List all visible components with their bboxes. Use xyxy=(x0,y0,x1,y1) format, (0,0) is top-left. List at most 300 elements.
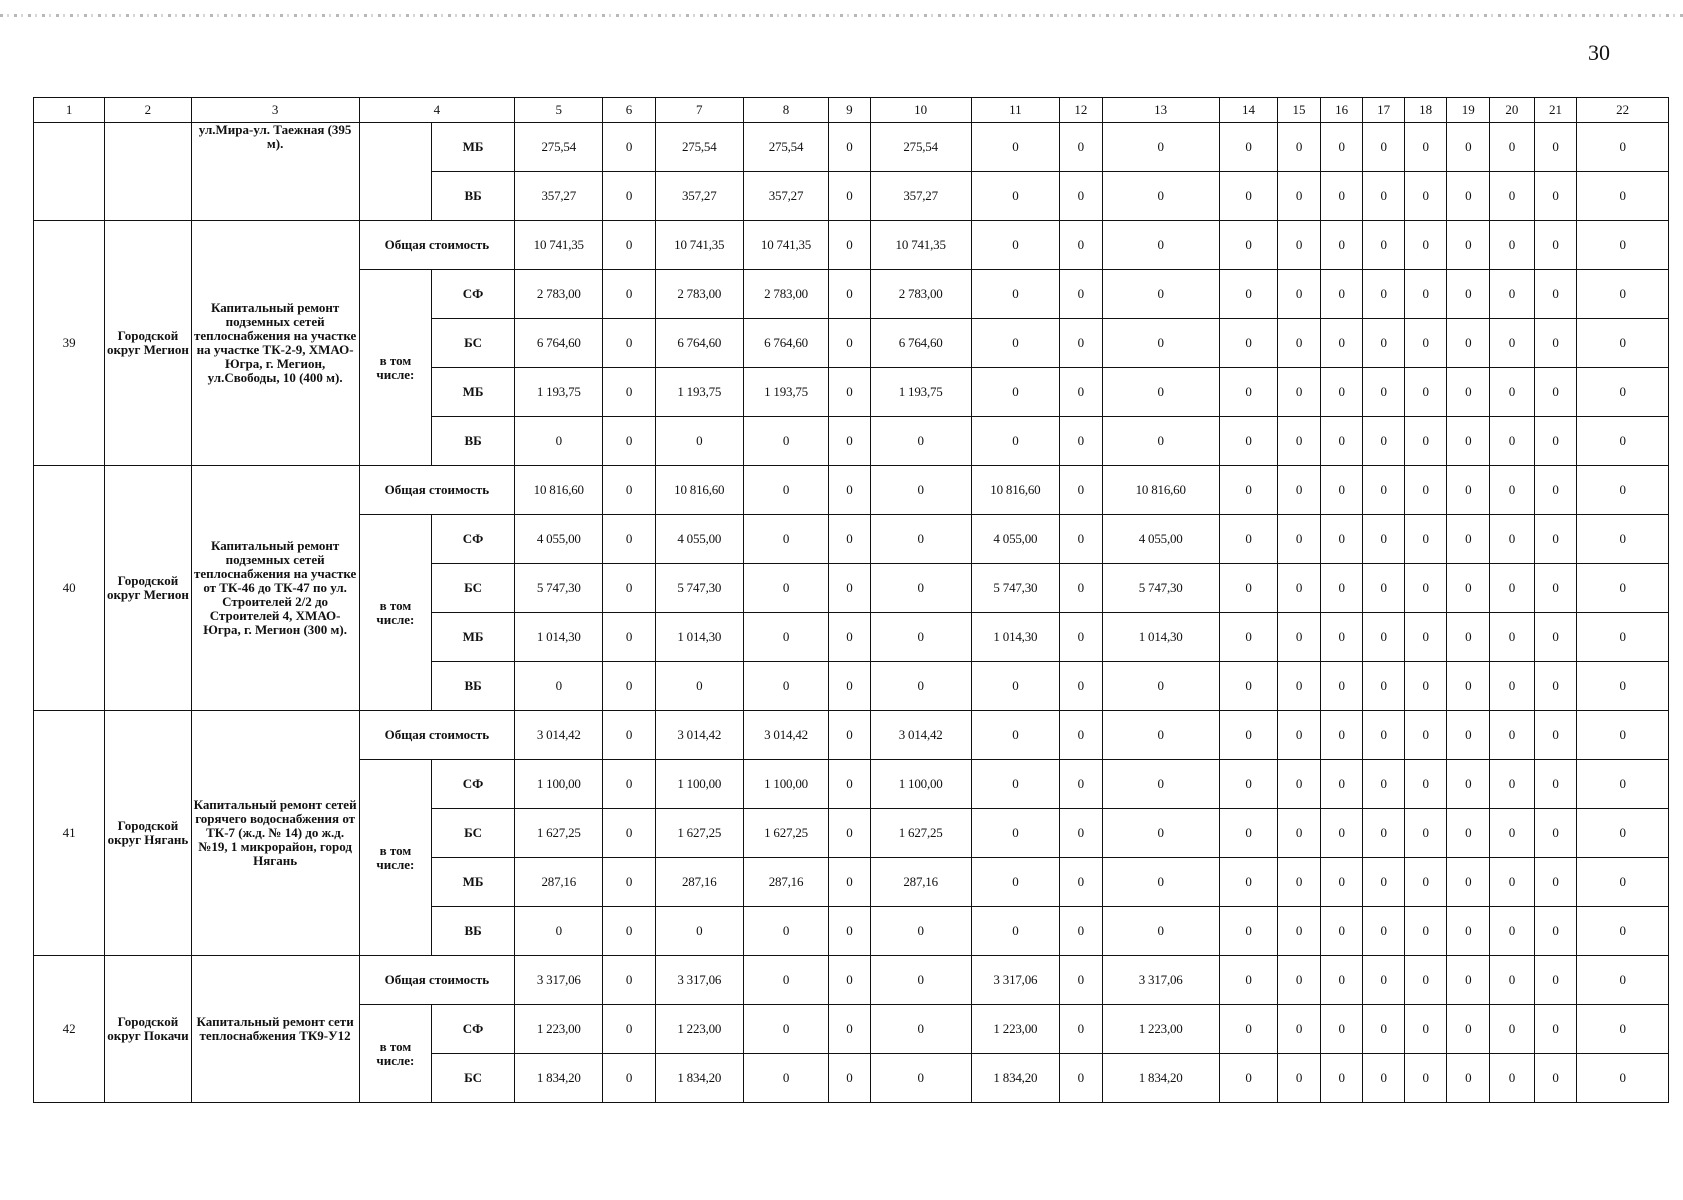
value-cell: 0 xyxy=(603,368,655,417)
value-cell: 287,16 xyxy=(655,858,743,907)
value-cell: 0 xyxy=(870,515,971,564)
value-cell: 3 317,06 xyxy=(515,956,603,1005)
value-cell: 0 xyxy=(1534,1054,1577,1103)
value-cell: 0 xyxy=(1278,907,1321,956)
value-cell: 0 xyxy=(971,858,1059,907)
value-cell: 0 xyxy=(1102,368,1219,417)
value-cell: 0 xyxy=(1320,319,1363,368)
value-cell: 0 xyxy=(1219,564,1278,613)
value-cell: 0 xyxy=(1534,221,1577,270)
column-header: 12 xyxy=(1060,98,1103,123)
value-cell: 0 xyxy=(1577,417,1669,466)
value-cell: 0 xyxy=(1490,172,1535,221)
total-cost-label: Общая стоимость xyxy=(359,221,514,270)
column-header: 21 xyxy=(1534,98,1577,123)
value-cell: 0 xyxy=(1060,1005,1103,1054)
value-cell: 0 xyxy=(1534,956,1577,1005)
table-row xyxy=(34,956,1669,1005)
value-cell: 0 xyxy=(1363,1005,1405,1054)
value-cell: 357,27 xyxy=(655,172,743,221)
value-cell: 0 xyxy=(1577,368,1669,417)
value-cell: 0 xyxy=(829,809,871,858)
value-cell: 0 xyxy=(1060,613,1103,662)
total-cost-label: Общая стоимость xyxy=(359,956,514,1005)
value-cell: 3 014,42 xyxy=(515,711,603,760)
value-cell: 0 xyxy=(1447,368,1490,417)
total-cost-label: Общая стоимость xyxy=(359,466,514,515)
value-cell: 0 xyxy=(743,613,828,662)
value-cell: 0 xyxy=(1404,221,1447,270)
value-cell: 0 xyxy=(1404,711,1447,760)
value-cell: 0 xyxy=(1102,662,1219,711)
value-cell: 0 xyxy=(1577,662,1669,711)
column-header: 6 xyxy=(603,98,655,123)
value-cell: 0 xyxy=(1219,711,1278,760)
value-cell: 0 xyxy=(1577,466,1669,515)
value-cell: 0 xyxy=(1447,319,1490,368)
value-cell: 0 xyxy=(603,270,655,319)
value-cell: 0 xyxy=(603,613,655,662)
value-cell: 0 xyxy=(1534,809,1577,858)
source-cell: БС xyxy=(432,319,515,368)
value-cell: 0 xyxy=(829,270,871,319)
value-cell: 0 xyxy=(1102,809,1219,858)
value-cell: 0 xyxy=(1577,956,1669,1005)
value-cell: 1 014,30 xyxy=(1102,613,1219,662)
value-cell: 10 741,35 xyxy=(515,221,603,270)
value-cell: 0 xyxy=(870,1054,971,1103)
value-cell: 0 xyxy=(1363,760,1405,809)
value-cell: 1 223,00 xyxy=(655,1005,743,1054)
value-cell: 10 816,60 xyxy=(515,466,603,515)
value-cell: 0 xyxy=(603,956,655,1005)
value-cell: 10 816,60 xyxy=(971,466,1059,515)
value-cell: 0 xyxy=(1534,172,1577,221)
value-cell: 0 xyxy=(1320,221,1363,270)
value-cell: 0 xyxy=(1447,564,1490,613)
value-cell: 0 xyxy=(603,221,655,270)
value-cell: 0 xyxy=(1320,662,1363,711)
value-cell: 0 xyxy=(1534,270,1577,319)
value-cell: 1 223,00 xyxy=(1102,1005,1219,1054)
value-cell: 0 xyxy=(1060,809,1103,858)
source-cell: СФ xyxy=(432,1005,515,1054)
value-cell: 0 xyxy=(1278,368,1321,417)
value-cell: 0 xyxy=(1577,1054,1669,1103)
value-cell: 0 xyxy=(1363,564,1405,613)
region-cell: Городской округ Покачи xyxy=(105,956,191,1103)
value-cell: 0 xyxy=(1102,221,1219,270)
value-cell: 0 xyxy=(1102,172,1219,221)
value-cell: 4 055,00 xyxy=(1102,515,1219,564)
value-cell: 0 xyxy=(971,368,1059,417)
value-cell: 1 193,75 xyxy=(870,368,971,417)
value-cell: 1 223,00 xyxy=(515,1005,603,1054)
value-cell: 1 627,25 xyxy=(870,809,971,858)
source-cell: МБ xyxy=(432,368,515,417)
value-cell: 0 xyxy=(1278,809,1321,858)
value-cell: 0 xyxy=(1060,368,1103,417)
value-cell: 0 xyxy=(1404,956,1447,1005)
value-cell: 0 xyxy=(1577,172,1669,221)
value-cell: 0 xyxy=(1060,466,1103,515)
source-cell: СФ xyxy=(432,515,515,564)
value-cell: 0 xyxy=(1363,711,1405,760)
value-cell: 5 747,30 xyxy=(515,564,603,613)
value-cell: 0 xyxy=(1447,417,1490,466)
value-cell: 0 xyxy=(1490,809,1535,858)
value-cell: 0 xyxy=(1447,907,1490,956)
value-cell: 0 xyxy=(603,1005,655,1054)
table-row xyxy=(34,123,1669,172)
column-header: 20 xyxy=(1490,98,1535,123)
value-cell: 0 xyxy=(1060,172,1103,221)
source-cell: МБ xyxy=(432,123,515,172)
budget-table xyxy=(33,97,1669,1103)
value-cell: 6 764,60 xyxy=(655,319,743,368)
value-cell: 0 xyxy=(1490,515,1535,564)
value-cell: 0 xyxy=(870,1005,971,1054)
value-cell: 4 055,00 xyxy=(515,515,603,564)
value-cell: 0 xyxy=(1534,564,1577,613)
value-cell: 0 xyxy=(870,466,971,515)
value-cell: 0 xyxy=(1060,760,1103,809)
value-cell: 0 xyxy=(1320,907,1363,956)
value-cell: 0 xyxy=(1278,515,1321,564)
value-cell: 0 xyxy=(1320,417,1363,466)
value-cell: 3 317,06 xyxy=(655,956,743,1005)
value-cell: 0 xyxy=(1219,368,1278,417)
value-cell: 6 764,60 xyxy=(743,319,828,368)
value-cell: 1 100,00 xyxy=(743,760,828,809)
value-cell: 0 xyxy=(829,613,871,662)
region-cell: Городской округ Нягань xyxy=(105,711,191,956)
value-cell: 0 xyxy=(829,221,871,270)
source-cell: ВБ xyxy=(432,172,515,221)
entry-number-cell xyxy=(34,123,105,221)
value-cell: 0 xyxy=(1363,809,1405,858)
value-cell: 4 055,00 xyxy=(971,515,1059,564)
column-header: 3 xyxy=(191,98,359,123)
value-cell: 0 xyxy=(1447,760,1490,809)
value-cell: 0 xyxy=(603,319,655,368)
value-cell: 0 xyxy=(1534,662,1577,711)
value-cell: 0 xyxy=(1534,858,1577,907)
value-cell: 0 xyxy=(1447,809,1490,858)
value-cell: 1 223,00 xyxy=(971,1005,1059,1054)
table-row xyxy=(34,221,1669,270)
value-cell: 6 764,60 xyxy=(515,319,603,368)
column-header: 9 xyxy=(829,98,871,123)
value-cell: 3 317,06 xyxy=(1102,956,1219,1005)
value-cell: 10 741,35 xyxy=(870,221,971,270)
value-cell: 10 816,60 xyxy=(1102,466,1219,515)
source-cell: МБ xyxy=(432,613,515,662)
value-cell: 0 xyxy=(1060,270,1103,319)
source-cell: БС xyxy=(432,809,515,858)
value-cell: 0 xyxy=(829,760,871,809)
entry-number: 39 xyxy=(34,221,105,466)
including-label: в том числе: xyxy=(359,270,431,466)
column-header: 2 xyxy=(105,98,191,123)
value-cell: 0 xyxy=(1060,711,1103,760)
value-cell: 0 xyxy=(829,1005,871,1054)
value-cell: 0 xyxy=(829,858,871,907)
description-cell: Капитальный ремонт сетей горячего водоснабжения от ТК-7 (ж.д. № 14) до ж.д. №19, 1 микрорайон, город Нягань xyxy=(191,711,359,956)
value-cell: 0 xyxy=(1219,270,1278,319)
value-cell: 0 xyxy=(1404,123,1447,172)
value-cell: 0 xyxy=(1219,1054,1278,1103)
value-cell: 0 xyxy=(1060,564,1103,613)
value-cell: 0 xyxy=(743,417,828,466)
value-cell: 0 xyxy=(829,662,871,711)
value-cell: 0 xyxy=(1490,270,1535,319)
value-cell: 4 055,00 xyxy=(655,515,743,564)
column-header: 4 xyxy=(359,98,514,123)
value-cell: 0 xyxy=(1060,123,1103,172)
value-cell: 0 xyxy=(1404,564,1447,613)
value-cell: 0 xyxy=(1102,319,1219,368)
value-cell: 275,54 xyxy=(870,123,971,172)
value-cell: 357,27 xyxy=(515,172,603,221)
value-cell: 0 xyxy=(1577,515,1669,564)
column-header: 13 xyxy=(1102,98,1219,123)
value-cell: 0 xyxy=(1490,417,1535,466)
value-cell: 0 xyxy=(971,123,1059,172)
value-cell: 2 783,00 xyxy=(743,270,828,319)
total-cost-label: Общая стоимость xyxy=(359,711,514,760)
value-cell: 0 xyxy=(1219,466,1278,515)
value-cell: 0 xyxy=(1490,368,1535,417)
value-cell: 0 xyxy=(1447,123,1490,172)
value-cell: 0 xyxy=(1060,956,1103,1005)
value-cell: 0 xyxy=(603,123,655,172)
value-cell: 357,27 xyxy=(870,172,971,221)
value-cell: 0 xyxy=(1404,417,1447,466)
value-cell: 1 627,25 xyxy=(743,809,828,858)
value-cell: 0 xyxy=(829,1054,871,1103)
value-cell: 0 xyxy=(1534,466,1577,515)
value-cell: 0 xyxy=(1278,711,1321,760)
value-cell: 0 xyxy=(1320,564,1363,613)
value-cell: 0 xyxy=(1534,760,1577,809)
value-cell: 0 xyxy=(870,613,971,662)
region-cell xyxy=(105,123,191,221)
value-cell: 0 xyxy=(1490,1054,1535,1103)
value-cell: 2 783,00 xyxy=(870,270,971,319)
value-cell: 0 xyxy=(1320,809,1363,858)
value-cell: 0 xyxy=(1577,221,1669,270)
value-cell: 0 xyxy=(1320,858,1363,907)
value-cell: 0 xyxy=(1534,368,1577,417)
value-cell: 0 xyxy=(1363,1054,1405,1103)
value-cell: 0 xyxy=(1219,123,1278,172)
entry-number: 40 xyxy=(34,466,105,711)
scan-artifact-line xyxy=(0,14,1683,17)
value-cell: 0 xyxy=(1490,1005,1535,1054)
description-cell: Капитальный ремонт подземных сетей теплоснабжения на участке от ТК-46 до ТК-47 по ул. Строителей 2/2 до Строителей 4, ХМАО-Югра, г. Мегион (300 м). xyxy=(191,466,359,711)
value-cell: 0 xyxy=(870,956,971,1005)
value-cell: 0 xyxy=(743,466,828,515)
value-cell: 0 xyxy=(1219,515,1278,564)
value-cell: 5 747,30 xyxy=(971,564,1059,613)
source-cell: БС xyxy=(432,1054,515,1103)
value-cell: 0 xyxy=(1102,123,1219,172)
column-header: 22 xyxy=(1577,98,1669,123)
value-cell: 0 xyxy=(1060,221,1103,270)
value-cell: 0 xyxy=(1404,907,1447,956)
value-cell: 5 747,30 xyxy=(1102,564,1219,613)
value-cell: 0 xyxy=(1490,123,1535,172)
value-cell: 0 xyxy=(1404,858,1447,907)
value-cell: 0 xyxy=(1219,760,1278,809)
value-cell: 0 xyxy=(1447,466,1490,515)
value-cell: 0 xyxy=(1219,613,1278,662)
value-cell: 0 xyxy=(1577,613,1669,662)
entry-number: 41 xyxy=(34,711,105,956)
value-cell: 0 xyxy=(1320,1054,1363,1103)
value-cell: 0 xyxy=(1490,858,1535,907)
value-cell: 357,27 xyxy=(743,172,828,221)
value-cell: 0 xyxy=(1278,417,1321,466)
value-cell: 1 193,75 xyxy=(743,368,828,417)
value-cell: 0 xyxy=(1320,172,1363,221)
value-cell: 0 xyxy=(603,417,655,466)
value-cell: 0 xyxy=(1278,956,1321,1005)
value-cell: 0 xyxy=(1404,760,1447,809)
value-cell: 1 834,20 xyxy=(971,1054,1059,1103)
value-cell: 0 xyxy=(515,907,603,956)
value-cell: 1 834,20 xyxy=(1102,1054,1219,1103)
value-cell: 0 xyxy=(1219,956,1278,1005)
value-cell: 0 xyxy=(1404,613,1447,662)
value-cell: 0 xyxy=(1278,172,1321,221)
column-header: 10 xyxy=(870,98,971,123)
value-cell: 0 xyxy=(829,123,871,172)
value-cell: 0 xyxy=(1577,711,1669,760)
value-cell: 0 xyxy=(1577,319,1669,368)
value-cell: 0 xyxy=(1278,613,1321,662)
value-cell: 0 xyxy=(829,417,871,466)
value-cell: 0 xyxy=(603,858,655,907)
value-cell: 0 xyxy=(1320,123,1363,172)
value-cell: 0 xyxy=(1404,368,1447,417)
value-cell: 0 xyxy=(1447,956,1490,1005)
value-cell: 0 xyxy=(603,1054,655,1103)
column-header: 7 xyxy=(655,98,743,123)
value-cell: 0 xyxy=(1363,907,1405,956)
value-cell: 0 xyxy=(971,760,1059,809)
value-cell: 0 xyxy=(1363,221,1405,270)
value-cell: 0 xyxy=(829,564,871,613)
value-cell: 0 xyxy=(1320,711,1363,760)
value-cell: 3 014,42 xyxy=(655,711,743,760)
region-cell: Городской округ Мегион xyxy=(105,466,191,711)
value-cell: 287,16 xyxy=(870,858,971,907)
value-cell: 0 xyxy=(1577,270,1669,319)
value-cell: 0 xyxy=(1447,270,1490,319)
value-cell: 0 xyxy=(1219,858,1278,907)
value-cell: 0 xyxy=(603,662,655,711)
value-cell: 0 xyxy=(1363,515,1405,564)
column-header: 8 xyxy=(743,98,828,123)
value-cell: 0 xyxy=(743,662,828,711)
source-cell: СФ xyxy=(432,270,515,319)
value-cell: 0 xyxy=(1490,319,1535,368)
source-cell: МБ xyxy=(432,858,515,907)
value-cell: 0 xyxy=(603,907,655,956)
value-cell: 0 xyxy=(1447,1005,1490,1054)
value-cell: 0 xyxy=(743,515,828,564)
value-cell: 0 xyxy=(1577,123,1669,172)
value-cell: 0 xyxy=(655,907,743,956)
value-cell: 0 xyxy=(1404,270,1447,319)
value-cell: 275,54 xyxy=(743,123,828,172)
value-cell: 0 xyxy=(829,907,871,956)
value-cell: 0 xyxy=(1102,270,1219,319)
value-cell: 0 xyxy=(1577,1005,1669,1054)
including-label: в том числе: xyxy=(359,515,431,711)
column-header: 11 xyxy=(971,98,1059,123)
value-cell: 0 xyxy=(1278,466,1321,515)
value-cell: 0 xyxy=(1278,270,1321,319)
value-cell: 0 xyxy=(1447,515,1490,564)
value-cell: 0 xyxy=(1320,613,1363,662)
value-cell: 0 xyxy=(743,1054,828,1103)
column-header: 19 xyxy=(1447,98,1490,123)
value-cell: 0 xyxy=(971,417,1059,466)
description-cell: Капитальный ремонт сети теплоснабжения ТК9-У12 xyxy=(191,956,359,1103)
value-cell: 287,16 xyxy=(515,858,603,907)
value-cell: 0 xyxy=(1320,1005,1363,1054)
value-cell: 0 xyxy=(1534,711,1577,760)
value-cell: 0 xyxy=(1534,123,1577,172)
column-header: 5 xyxy=(515,98,603,123)
value-cell: 0 xyxy=(870,662,971,711)
value-cell: 0 xyxy=(1577,907,1669,956)
value-cell: 0 xyxy=(971,662,1059,711)
value-cell: 0 xyxy=(971,221,1059,270)
value-cell: 0 xyxy=(1363,270,1405,319)
value-cell: 0 xyxy=(603,172,655,221)
value-cell: 0 xyxy=(1363,368,1405,417)
value-cell: 0 xyxy=(1102,417,1219,466)
value-cell: 0 xyxy=(1320,368,1363,417)
value-cell: 0 xyxy=(1219,319,1278,368)
value-cell: 0 xyxy=(515,417,603,466)
value-cell: 0 xyxy=(1278,858,1321,907)
value-cell: 0 xyxy=(1534,613,1577,662)
value-cell: 2 783,00 xyxy=(515,270,603,319)
value-cell: 1 834,20 xyxy=(655,1054,743,1103)
column-header: 15 xyxy=(1278,98,1321,123)
value-cell: 0 xyxy=(1447,858,1490,907)
including-cell xyxy=(359,123,431,221)
value-cell: 0 xyxy=(1534,1005,1577,1054)
value-cell: 0 xyxy=(1278,564,1321,613)
value-cell: 0 xyxy=(603,466,655,515)
value-cell: 0 xyxy=(1060,1054,1103,1103)
value-cell: 10 741,35 xyxy=(655,221,743,270)
value-cell: 0 xyxy=(971,319,1059,368)
value-cell: 0 xyxy=(1490,956,1535,1005)
value-cell: 0 xyxy=(829,466,871,515)
value-cell: 0 xyxy=(603,760,655,809)
value-cell: 0 xyxy=(1219,1005,1278,1054)
header-row xyxy=(34,98,1669,123)
value-cell: 0 xyxy=(1490,221,1535,270)
value-cell: 0 xyxy=(1278,319,1321,368)
